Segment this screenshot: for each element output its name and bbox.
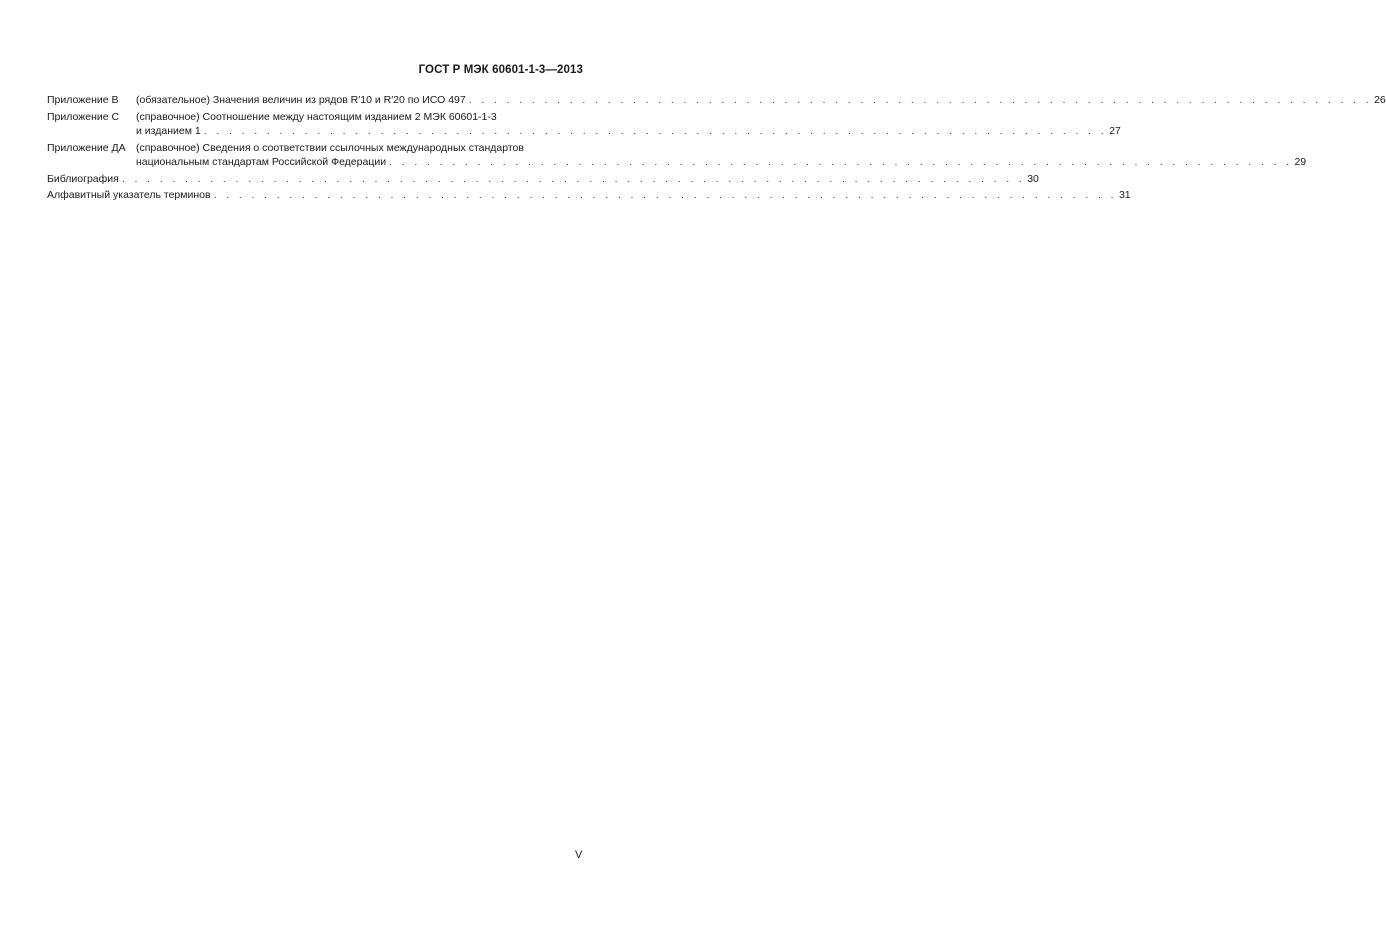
page-number: V [575, 849, 583, 861]
toc-entry-page: 27 [1109, 125, 1121, 137]
dot-leader [119, 172, 1025, 187]
dot-leader [386, 155, 1292, 170]
toc-entry[interactable] [47, 141, 1307, 170]
dot-leader [201, 124, 1107, 139]
toc-entry-page: 29 [1294, 156, 1307, 168]
toc-entry[interactable] [47, 93, 1386, 108]
toc-entry-page: 30 [1027, 172, 1039, 185]
toc-entry-page: 26 [1374, 94, 1386, 106]
toc-entry[interactable] [47, 188, 1131, 203]
table-of-contents [47, 93, 1386, 205]
toc-entry-title-continued: национальным стандартам Российской Федерации [136, 156, 387, 168]
toc-entry-title: (обязательное) Значения величин из рядов R′10 и R′20 по ИСО 497 [136, 94, 466, 106]
toc-entry[interactable] [47, 172, 1039, 187]
toc-entry-title: (справочное) Соотношение между настоящим изданием 2 МЭК 60601-1-3 [136, 110, 497, 123]
toc-entry-title: (справочное) Сведения о соответствии ссылочных международных стандартов [136, 141, 524, 154]
toc-entry-page: 31 [1118, 189, 1131, 201]
toc-entry[interactable] [47, 110, 1121, 139]
dot-leader [211, 188, 1117, 203]
dot-leader [466, 93, 1372, 108]
toc-entry-label: Библиография [47, 172, 119, 185]
document-header: ГОСТ Р МЭК 60601-1-3—2013 [418, 64, 583, 76]
toc-entry-label: Алфавитный указатель терминов [47, 189, 211, 201]
toc-entry-label: Приложение В [47, 94, 119, 106]
toc-entry-title-continued: и изданием 1 [136, 125, 201, 137]
toc-entry-label: Приложение С [47, 110, 120, 123]
toc-entry-label: Приложение ДА [47, 141, 126, 154]
